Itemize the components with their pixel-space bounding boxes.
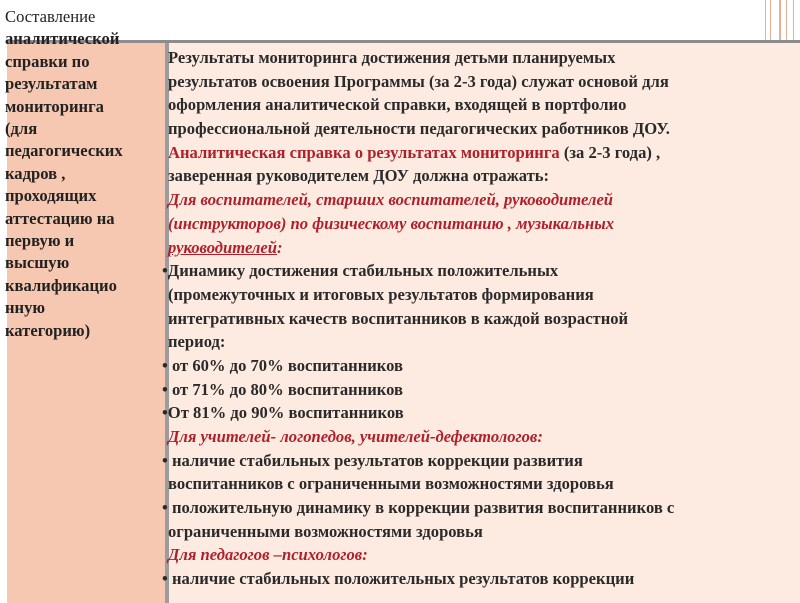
intro-line: профессиональной деятельности педагогических работников ДОУ.	[168, 119, 670, 139]
percent-item: • от 60% до 70% воспитанников	[162, 355, 403, 375]
left-line: кадров ,	[5, 163, 66, 183]
left-line: аналитической	[5, 29, 120, 49]
left-line: (для	[5, 119, 38, 139]
left-line: педагогических	[5, 141, 123, 161]
section-speech-item: • наличие стабильных результатов коррекции развития	[162, 450, 583, 470]
left-line: первую и	[5, 231, 75, 251]
left-line: квалификацио	[5, 275, 117, 295]
left-line: справки по	[5, 51, 90, 71]
section-educators-colon: :	[277, 237, 283, 257]
intro-line: оформления аналитической справки, входящей в портфолио	[168, 95, 627, 115]
left-line: высшую	[5, 253, 70, 273]
left-line-first: Составление	[5, 7, 96, 26]
right-cell-text	[162, 46, 790, 591]
left-line: результатам	[5, 74, 98, 94]
percent-item: • от 71% до 80% воспитанников	[162, 379, 403, 399]
dynamics-line: интегративных качеств воспитанников в каждой возрастной	[168, 308, 629, 328]
left-line: аттестацию на	[5, 208, 115, 228]
intro-line: результатов освоения Программы (за 2-3 года) служат основой для	[168, 71, 669, 91]
section-speech-line	[168, 425, 790, 449]
dynamics-line: (промежуточных и итоговых результатов формирования	[168, 284, 594, 304]
intro-line: Результаты мониторинга достижения детьми планируемых	[168, 48, 616, 67]
section-educators-last: руководителей	[168, 237, 278, 257]
section-educators-line	[168, 188, 790, 212]
percent-item: •От 81% до 90% воспитанников	[162, 403, 404, 423]
section-speech-item: • положительную динамику в коррекции развития воспитанников с	[162, 498, 675, 518]
section-educators-line: (инструкторов) по физическому воспитанию , музыкальных	[168, 213, 615, 233]
section-speech-item: ограниченными возможностями здоровья	[168, 521, 483, 541]
left-line: проходящих	[5, 186, 97, 206]
left-cell-text	[5, 6, 155, 342]
section-psych-item: • наличие стабильных положительных результатов коррекции	[162, 569, 635, 589]
dynamics-line: •Динамику достижения стабильных положительных	[162, 261, 559, 281]
left-line: мониторинга	[5, 96, 104, 116]
section-educators-line	[168, 236, 790, 260]
left-line: категорию)	[5, 320, 91, 340]
dynamics-line: период:	[168, 332, 226, 352]
left-line: нную	[5, 298, 46, 318]
section-speech-item: воспитанников с ограниченными возможностями здоровья	[168, 474, 614, 494]
report-period: (за 2-3 года) ,	[559, 142, 661, 162]
report-title: Аналитическая справка о результатах мониторинга	[168, 142, 560, 162]
section-psych-line	[168, 543, 790, 567]
section-educators-text: Для воспитателей, старших воспитателей, руководителей	[168, 190, 614, 210]
report-heading	[168, 141, 790, 165]
section-psych-text: Для педагогов –психологов:	[168, 545, 368, 565]
section-speech-text: Для учителей- логопедов, учителей-дефектологов:	[168, 427, 543, 446]
report-line: заверенная руководителем ДОУ должна отражать:	[168, 166, 550, 186]
